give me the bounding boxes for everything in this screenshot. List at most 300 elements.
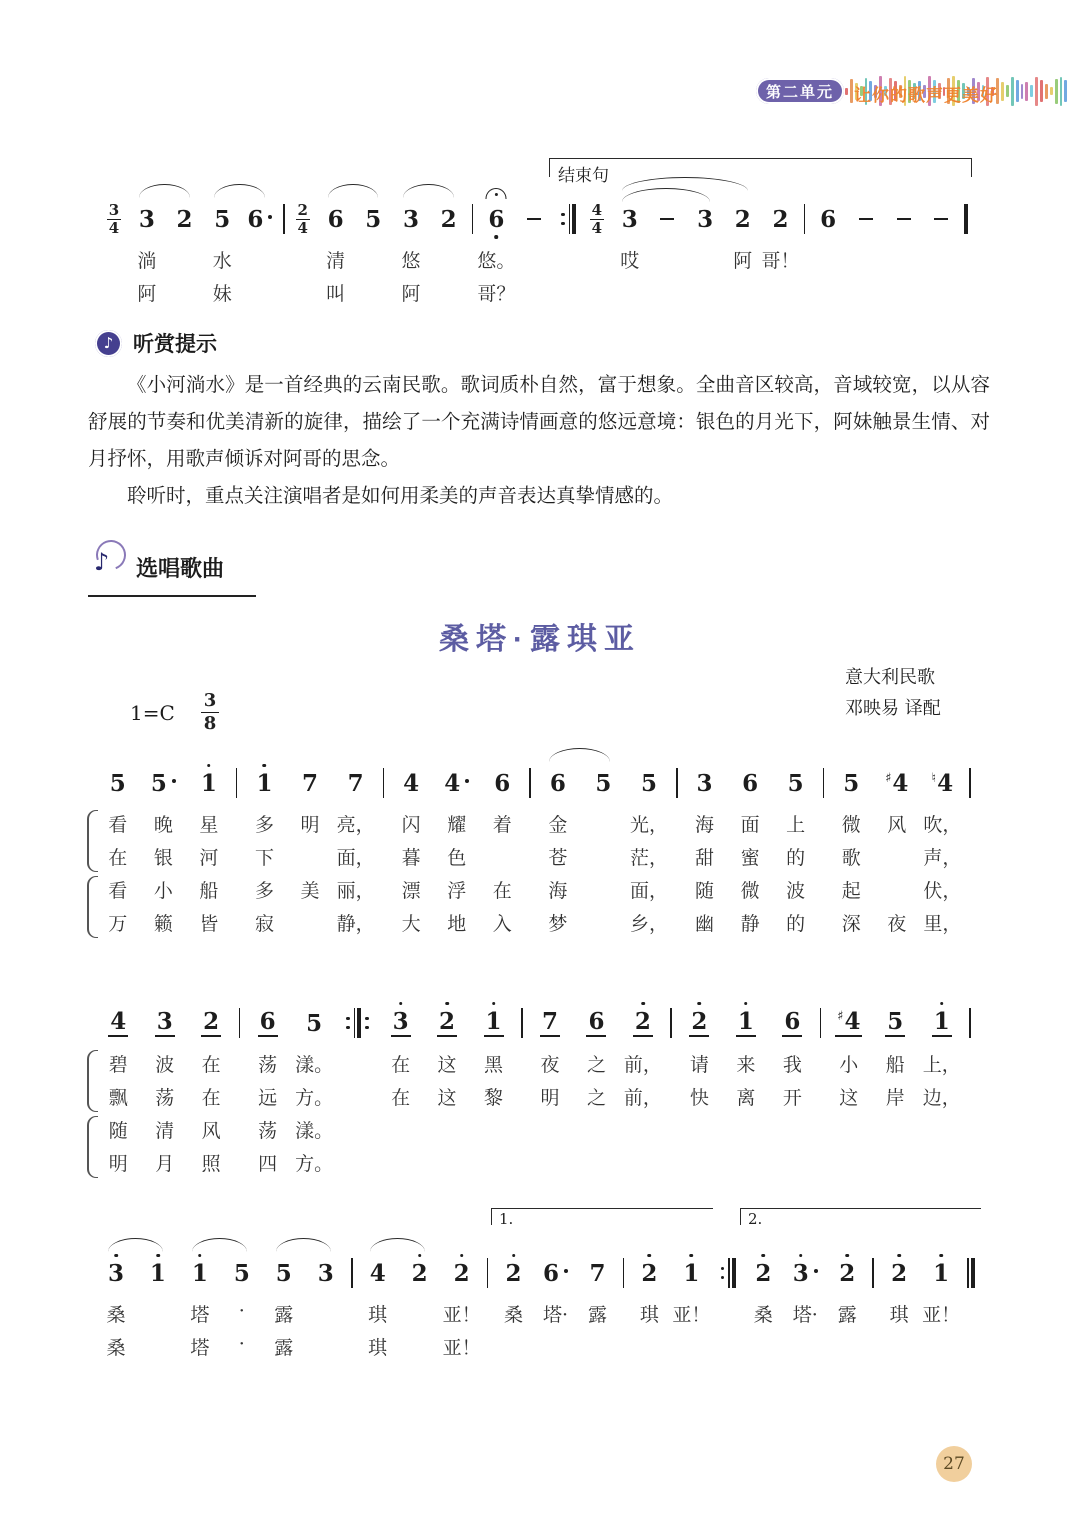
listening-section-title: 听赏提示 <box>133 333 217 356</box>
note <box>354 202 392 308</box>
lyric-stack <box>357 1296 399 1362</box>
slur-arc <box>370 1238 425 1252</box>
lyric-char: 在 <box>108 847 128 869</box>
lyric-char <box>305 1329 347 1362</box>
lyric-char <box>919 1145 965 1178</box>
note-group <box>742 769 759 797</box>
lyric-stack <box>241 242 279 308</box>
note <box>920 1256 962 1362</box>
ending-score-line <box>100 158 972 308</box>
lyric-char: 船 <box>199 880 219 902</box>
lyric-char: 面， <box>629 880 668 902</box>
lyric-stack <box>242 806 288 938</box>
paragraph: 《小河淌水》是一首经典的云南民歌。歌词质朴自然，富于想象。全曲音区较高，音域较宽，以从容舒展的节奏和优美清新的旋律，描绘了一个充满诗情画意的悠远意境：银色的月光下，阿妹触景生情、对月抒怀，用歌声倾诉对阿哥的思念。 <box>88 373 990 470</box>
note-row <box>399 1256 441 1290</box>
lyric-char: 吹， <box>923 814 962 836</box>
lyric-char: 哥？ <box>477 283 516 305</box>
barline <box>283 204 285 234</box>
lyric-stack <box>676 1046 722 1178</box>
note <box>434 766 480 938</box>
score-line-3 <box>95 1208 980 1362</box>
note-number: 6 <box>543 1259 560 1287</box>
note-group <box>621 205 638 233</box>
note <box>611 202 649 308</box>
note-group <box>440 205 457 233</box>
lyric-char <box>430 275 468 308</box>
lyric-char: 籁 <box>153 913 173 935</box>
lyric-char <box>527 1112 573 1145</box>
note-number: 2 <box>505 1259 522 1287</box>
song-credits <box>845 662 941 724</box>
lyric-char: 暮 <box>401 847 421 869</box>
note-row <box>649 202 687 236</box>
note <box>826 1256 868 1362</box>
lyric-char: 面， <box>336 847 375 869</box>
augmentation-dot <box>172 779 176 783</box>
lyric-char: 着 <box>492 814 512 836</box>
lyric-char: 苍 <box>548 847 568 869</box>
barline <box>820 1008 822 1038</box>
note-number: 6 <box>588 1007 605 1035</box>
note-row <box>872 1006 918 1040</box>
lyric-stack <box>95 1296 137 1362</box>
lyric-char: 琪 <box>889 1304 909 1326</box>
lyric-char: 波 <box>155 1054 175 1076</box>
note-group <box>543 1259 568 1287</box>
lyric-stack <box>576 1296 618 1362</box>
score-line-2 <box>95 982 975 1178</box>
note-number: 1 <box>933 1007 950 1035</box>
note-group <box>792 1259 818 1287</box>
augmentation-dot <box>268 215 272 219</box>
lyric-char: 之 <box>586 1054 606 1076</box>
note-number: 1 <box>191 1259 208 1287</box>
lyric-char <box>885 275 923 308</box>
lyric-char: 露 <box>587 1304 607 1326</box>
note <box>333 766 379 938</box>
lyric-char: 琪 <box>368 1337 388 1359</box>
note-group <box>214 205 231 233</box>
note-group <box>505 1259 522 1287</box>
sharp-sign: ♯ <box>837 1008 844 1024</box>
lyric-char: 四 <box>258 1153 278 1175</box>
lyric-char: 多 <box>254 880 274 902</box>
note <box>670 1256 712 1362</box>
note <box>263 1256 305 1362</box>
note-group <box>191 1259 208 1287</box>
note-row <box>221 1256 263 1290</box>
lyric-char: 大 <box>401 913 421 935</box>
lyric-char: 微 <box>740 880 760 902</box>
note-row <box>672 766 682 800</box>
note <box>186 766 232 938</box>
lyric-char <box>515 242 553 275</box>
lyric-char: 前， <box>623 1054 662 1076</box>
note <box>128 202 166 308</box>
note-number: 1 <box>933 1259 950 1287</box>
note <box>430 202 468 308</box>
note-row <box>686 202 724 236</box>
note-number: 5 <box>150 769 167 797</box>
lyric-char <box>874 839 920 872</box>
slur-arc <box>403 184 453 198</box>
lyric-char: 阿 <box>733 250 753 272</box>
lyric-char <box>847 242 885 275</box>
note-row <box>424 1006 470 1040</box>
lyric-stack <box>769 1046 815 1178</box>
note-number: 1 <box>256 769 273 797</box>
lyric-char: 淌 <box>137 250 157 272</box>
note-row <box>784 1256 826 1290</box>
lyric-char <box>377 1112 423 1145</box>
note-row <box>723 1006 769 1040</box>
note-number: 2 <box>440 205 457 233</box>
lyric-char: 桑 <box>106 1337 126 1359</box>
note-group <box>403 769 420 797</box>
lyric-stack <box>773 806 819 938</box>
natural-sign: ♮ <box>931 770 937 786</box>
song-title: 桑塔·露琪亚 <box>439 623 641 656</box>
note-group <box>494 769 511 797</box>
lyric-char: 入 <box>492 913 512 935</box>
note <box>244 1006 290 1178</box>
lyric-char <box>470 1145 516 1178</box>
note <box>828 766 874 938</box>
note-group <box>595 769 612 797</box>
barline <box>239 1008 241 1038</box>
lyric-char <box>742 1329 784 1362</box>
lyric-char <box>676 1145 722 1178</box>
barline <box>872 1258 874 1288</box>
lyric-char: 风 <box>201 1120 221 1142</box>
time-signature <box>289 202 317 236</box>
note-number: 5 <box>595 769 612 797</box>
note-row <box>847 202 885 236</box>
lyric-char: 蜜 <box>740 847 760 869</box>
lyric-char: 在 <box>391 1054 411 1076</box>
lyric-stack <box>626 806 672 938</box>
time-signature <box>100 202 128 236</box>
lyric-char: 琪 <box>368 1304 388 1326</box>
lyric-char: 桑 <box>504 1304 524 1326</box>
barline <box>517 1006 527 1040</box>
note-number: 5 <box>787 769 804 797</box>
lyric-char: 皆 <box>199 913 219 935</box>
note <box>357 1256 399 1362</box>
note <box>221 1256 263 1362</box>
lyric-stack <box>399 1296 441 1362</box>
lyric-char <box>137 1296 179 1329</box>
note-number: 3 <box>792 1259 809 1287</box>
note-row <box>483 1256 493 1290</box>
note-group <box>839 1259 856 1287</box>
barline <box>351 1258 353 1288</box>
lyric-char <box>470 1112 516 1145</box>
note <box>874 766 920 938</box>
dash <box>859 218 873 221</box>
note-group <box>138 205 155 233</box>
note-group <box>275 1259 292 1287</box>
lyric-char: 在 <box>391 1087 411 1109</box>
lyric-char <box>809 242 847 275</box>
note-group <box>835 1007 862 1037</box>
note-row <box>179 1256 221 1290</box>
note-row <box>676 1006 722 1040</box>
lyric-char <box>847 275 885 308</box>
lyric-char <box>166 275 204 308</box>
lyric-char <box>377 1145 423 1178</box>
barline <box>347 1256 357 1290</box>
lyric-char: 明 <box>108 1153 128 1175</box>
equalizer-bar <box>850 79 853 103</box>
note-row <box>378 766 388 800</box>
verse-bracket <box>87 876 98 938</box>
lyric-stack <box>885 242 923 308</box>
note-group <box>755 1259 772 1287</box>
lyric-char: 琪 <box>639 1304 659 1326</box>
note-number: 4 <box>110 1007 127 1035</box>
lyric-char <box>784 1329 826 1362</box>
note-group <box>549 769 566 797</box>
note <box>724 202 762 308</box>
note <box>581 766 627 938</box>
note <box>95 1256 137 1362</box>
lyric-char: 风 <box>887 814 907 836</box>
note <box>919 1006 965 1178</box>
lyric-stack <box>573 1046 619 1178</box>
note-number: 3 <box>138 205 155 233</box>
note-number: 2 <box>634 1007 651 1035</box>
note-row <box>920 1256 962 1290</box>
listening-section-header <box>95 328 217 358</box>
note <box>535 766 581 938</box>
note-number: 7 <box>347 769 364 797</box>
lyric-char: 水 <box>212 250 232 272</box>
lyric-stack <box>287 806 333 938</box>
lyric-stack <box>878 1296 920 1362</box>
lyric-char <box>480 839 526 872</box>
lyric-char <box>137 1329 179 1362</box>
note-row <box>377 1006 423 1040</box>
lyric-char: 随 <box>695 880 715 902</box>
equalizer-bar <box>1016 80 1019 102</box>
note-number: 2 <box>176 205 193 233</box>
note-row <box>527 1006 573 1040</box>
lyric-char <box>686 275 724 308</box>
lyric-char <box>305 1296 347 1329</box>
note <box>773 766 819 938</box>
lyric-char: 船 <box>885 1054 905 1076</box>
lyric-char <box>670 1329 712 1362</box>
note-row <box>525 766 535 800</box>
note-row <box>878 1256 920 1290</box>
note-group <box>365 205 382 233</box>
lyric-char <box>581 806 627 839</box>
note-number: 6 <box>549 769 566 797</box>
verse-bracket <box>87 1116 98 1178</box>
note-row <box>517 1006 527 1040</box>
lyric-stack <box>809 242 847 308</box>
optional-song-section-header <box>90 540 290 596</box>
note-row <box>553 202 583 236</box>
lyric-stack <box>649 242 687 308</box>
note-row <box>581 766 627 800</box>
note-number: 6 <box>488 205 505 233</box>
note-row <box>920 766 966 800</box>
lyric-char: 歌 <box>841 847 861 869</box>
lyric-char: 的 <box>786 847 806 869</box>
note-number: 5 <box>214 205 231 233</box>
lyric-char: 漾。 <box>295 1054 334 1076</box>
note-row <box>188 1006 234 1040</box>
lyric-char <box>620 1112 666 1145</box>
note-row <box>100 202 128 236</box>
lyric-char <box>611 275 649 308</box>
lyric-stack <box>826 1046 872 1178</box>
note-row <box>468 202 478 236</box>
lyric-char: 在 <box>492 880 512 902</box>
barline <box>472 204 474 234</box>
note-number: 5 <box>306 1009 323 1037</box>
lyric-stack <box>317 242 355 308</box>
note <box>682 766 728 938</box>
lyric-char: 飘 <box>108 1087 128 1109</box>
note-group <box>247 205 272 233</box>
lyric-char: 星 <box>199 814 219 836</box>
lyric-stack <box>527 1046 573 1178</box>
barline <box>569 204 571 234</box>
listening-paragraphs <box>88 366 990 514</box>
note-group <box>589 1259 606 1287</box>
final-double-barline <box>962 1256 980 1290</box>
note-row <box>712 1256 742 1290</box>
note <box>573 1006 619 1178</box>
lyric-char <box>620 1145 666 1178</box>
note <box>676 1006 722 1178</box>
equalizer-bar <box>1040 80 1043 102</box>
lyric-char <box>872 1112 918 1145</box>
dash <box>527 218 541 221</box>
note-row <box>826 1256 868 1290</box>
note-row <box>626 766 672 800</box>
lyric-stack <box>670 1296 712 1362</box>
note-row <box>289 202 317 236</box>
note <box>399 1256 441 1362</box>
note <box>470 1006 516 1178</box>
lyric-char: 清 <box>326 250 346 272</box>
barline <box>967 1258 969 1288</box>
lyric-stack <box>493 1296 535 1362</box>
note-row <box>141 1006 187 1040</box>
lyric-stack <box>141 1046 187 1178</box>
barline <box>964 204 968 234</box>
barline <box>969 768 971 798</box>
note <box>291 1006 337 1178</box>
lyric-char: 万 <box>108 913 128 935</box>
lyric-char: 阿 <box>137 283 157 305</box>
lyric-char <box>874 872 920 905</box>
note-row <box>354 202 392 236</box>
lyric-stack <box>166 242 204 308</box>
lyric-stack <box>377 1046 423 1178</box>
lyric-char <box>573 1145 619 1178</box>
lyric-char: 漾。 <box>295 1120 334 1142</box>
lyric-stack <box>128 242 166 308</box>
song-origin: 意大利民歌 <box>845 667 935 688</box>
lyric-char: 看 <box>108 814 128 836</box>
barline <box>354 1008 356 1038</box>
lyric-char: 在 <box>201 1087 221 1109</box>
note-number: 2 <box>203 1007 220 1035</box>
note-number: 2 <box>755 1259 772 1287</box>
equalizer-bar <box>1050 87 1053 95</box>
lyric-char <box>535 1329 577 1362</box>
note-row <box>166 202 204 236</box>
paragraph: 聆听时，重点关注演唱者是如何用柔美的声音表达真挚情感的。 <box>127 484 674 507</box>
lyric-stack <box>263 1296 305 1362</box>
lyric-char <box>287 905 333 938</box>
barline <box>483 1256 493 1290</box>
note-number: 3 <box>156 1007 173 1035</box>
barline <box>670 1008 672 1038</box>
note-number: 1 <box>149 1259 166 1287</box>
note-group <box>444 769 469 797</box>
lyric-char <box>920 1329 962 1362</box>
note-group <box>107 1259 124 1287</box>
lyric-char <box>628 1329 670 1362</box>
note-group <box>256 769 273 797</box>
music-note-circle-icon: ♪ <box>95 330 122 357</box>
barline <box>823 768 825 798</box>
lyric-char: 露 <box>274 1337 294 1359</box>
note <box>878 1256 920 1362</box>
slur-arc <box>328 184 377 198</box>
lyric-stack <box>305 1296 347 1362</box>
lyric-char: 叫 <box>326 283 346 305</box>
note-row <box>347 1256 357 1290</box>
lyric-stack <box>581 806 627 938</box>
note-number: 5 <box>365 205 382 233</box>
note-number: 6 <box>820 205 837 233</box>
lyric-char <box>241 275 279 308</box>
equalizer-bar <box>845 88 848 95</box>
note-row <box>493 1256 535 1290</box>
lyric-stack <box>762 242 800 308</box>
lyric-stack <box>784 1296 826 1362</box>
note-row <box>137 1256 179 1290</box>
note-row <box>287 766 333 800</box>
barline <box>971 1258 975 1288</box>
lyric-char: 这 <box>437 1087 457 1109</box>
note-group <box>734 205 751 233</box>
note-group <box>586 1007 606 1037</box>
note <box>628 1256 670 1362</box>
slur-arc <box>276 1238 331 1252</box>
volta-bracket: 2. <box>740 1208 981 1225</box>
barline <box>525 766 535 800</box>
note-row <box>868 1256 878 1290</box>
note-group <box>317 1259 334 1287</box>
note-number: 3 <box>697 205 714 233</box>
lyric-char: 碧 <box>108 1054 128 1076</box>
ending-phrase-label: 结束句 <box>558 166 609 186</box>
lyric-char: 漂 <box>401 880 421 902</box>
lyric-char <box>287 839 333 872</box>
note-number: 6 <box>784 1007 801 1035</box>
note <box>287 766 333 938</box>
lyric-char: 海 <box>548 880 568 902</box>
lyric-stack <box>611 242 649 308</box>
